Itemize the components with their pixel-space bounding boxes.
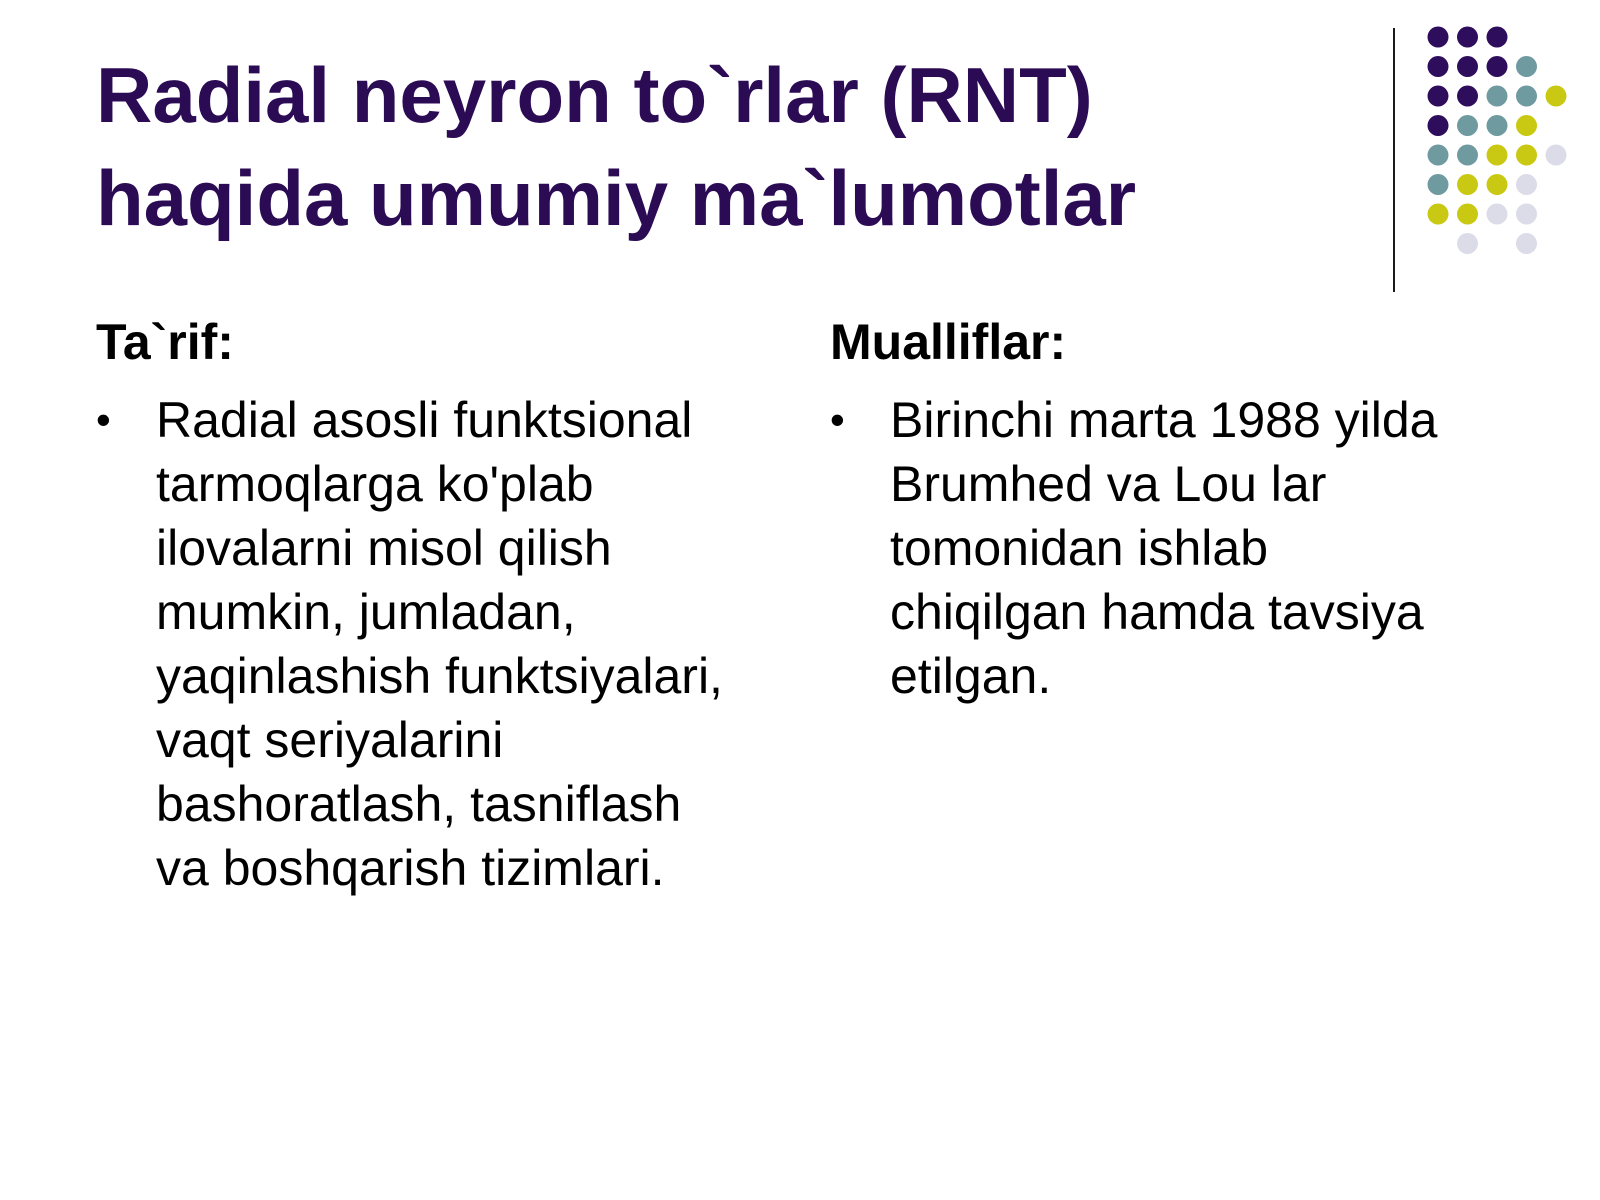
authors-line: Birinchi marta 1988 yilda	[890, 392, 1438, 448]
definition-line: tarmoqlarga ko'plab	[156, 456, 594, 512]
definition-line: va boshqarish tizimlari.	[156, 840, 665, 896]
decorative-dot	[1457, 56, 1478, 77]
decorative-dot	[1516, 204, 1537, 225]
definition-heading: Ta`rif:	[96, 314, 234, 370]
definition-line: bashoratlash, tasniflash	[156, 776, 682, 832]
decorative-dot	[1457, 86, 1478, 107]
slide-title-line-2: haqida umumiy ma`lumotlar	[96, 154, 1137, 242]
decorative-dot	[1457, 145, 1478, 166]
bullet-icon: •	[96, 396, 111, 443]
authors-heading: Mualliflar:	[830, 314, 1067, 370]
decorative-dot	[1428, 115, 1449, 136]
decorative-dot	[1428, 86, 1449, 107]
decorative-dot	[1546, 86, 1567, 107]
definition-line: yaqinlashish funktsiyalari,	[156, 648, 723, 704]
decorative-dot	[1516, 86, 1537, 107]
slide-title	[96, 44, 1356, 250]
decorative-dot	[1516, 174, 1537, 195]
decorative-dot	[1516, 115, 1537, 136]
authors-text	[890, 388, 1490, 708]
decorative-dot	[1457, 27, 1478, 48]
decorative-dot	[1487, 145, 1508, 166]
decorative-dot	[1428, 204, 1449, 225]
decorative-dot	[1428, 27, 1449, 48]
decorative-dot	[1487, 86, 1508, 107]
authors-column	[830, 310, 1490, 708]
decorative-dot	[1457, 115, 1478, 136]
decorative-dot	[1428, 145, 1449, 166]
definition-column	[96, 310, 756, 900]
decorative-dot	[1457, 233, 1478, 254]
decorative-dot	[1516, 145, 1537, 166]
decorative-dot	[1516, 233, 1537, 254]
authors-line: etilgan.	[890, 648, 1052, 704]
decorative-dot	[1546, 145, 1567, 166]
decorative-dot	[1487, 56, 1508, 77]
slide-title-line-1: Radial neyron to`rlar (RNT)	[96, 51, 1093, 139]
definition-line: mumkin, jumladan,	[156, 584, 576, 640]
decorative-dot	[1428, 174, 1449, 195]
decorative-dot	[1428, 56, 1449, 77]
authors-line: Brumhed va Lou lar	[890, 456, 1327, 512]
decorative-dot	[1487, 115, 1508, 136]
authors-line: chiqilgan hamda tavsiya	[890, 584, 1424, 640]
decorative-dot	[1487, 27, 1508, 48]
definition-line: vaqt seriyalarini	[156, 712, 504, 768]
definition-bullet	[96, 388, 756, 900]
decorative-dot	[1457, 174, 1478, 195]
decorative-dot	[1487, 204, 1508, 225]
decorative-dot	[1516, 56, 1537, 77]
definition-text	[156, 388, 756, 900]
authors-bullet	[830, 388, 1490, 708]
authors-line: tomonidan ishlab	[890, 520, 1269, 576]
bullet-icon: •	[830, 396, 845, 443]
definition-line: ilovalarni misol qilish	[156, 520, 612, 576]
decorative-dot	[1487, 174, 1508, 195]
decorative-dot	[1457, 204, 1478, 225]
title-divider	[1393, 28, 1395, 292]
definition-line: Radial asosli funktsional	[156, 392, 693, 448]
